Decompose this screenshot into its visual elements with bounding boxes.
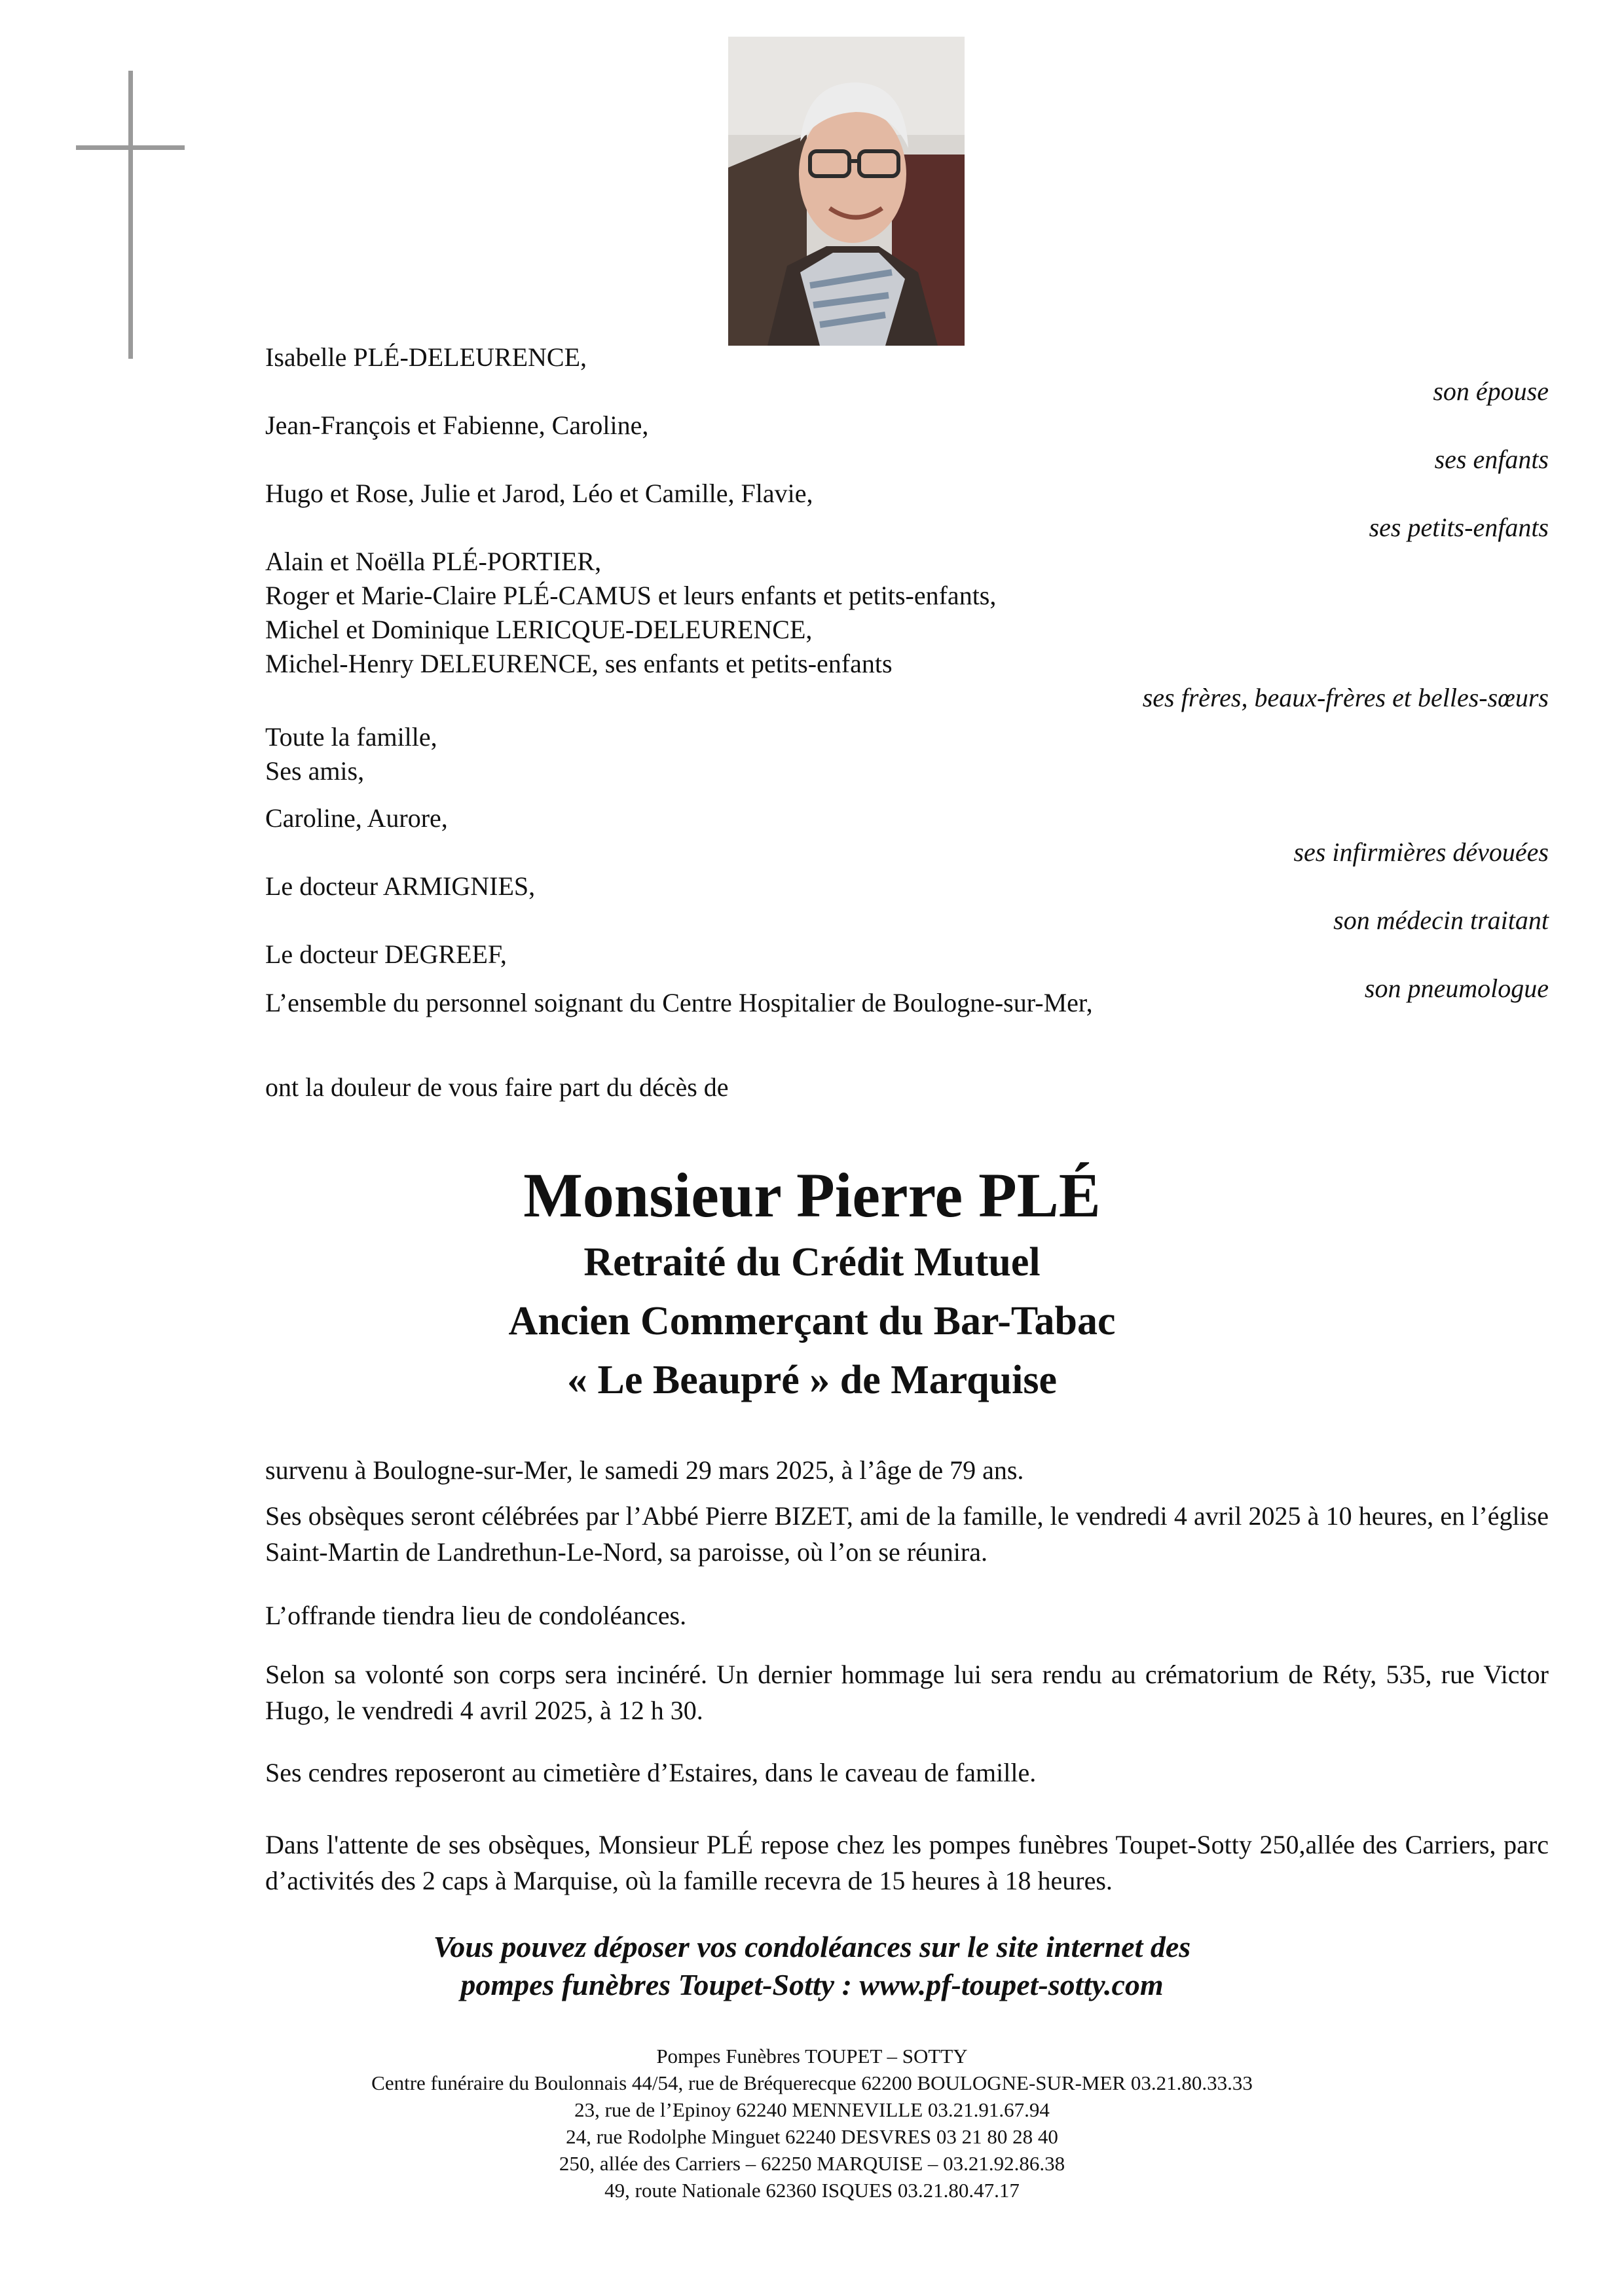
- body-paragraph: Dans l'attente de ses obsèques, Monsieur PLÉ repose chez les pompes funèbres Toupet-Sotty 250,allée des Carriers, parc d’activités des 2 caps à Marquise, où la famille recevra de 15 heures à 18 heures.: [265, 1830, 1549, 1895]
- family-role: ses petits-enfants: [1369, 513, 1549, 542]
- family-names: Michel-Henry DELEURENCE, ses enfants et petits-enfants: [265, 649, 893, 678]
- family-role: ses frères, beaux-frères et belles-sœurs: [1142, 683, 1549, 712]
- family-names: Alain et Noëlla PLÉ-PORTIER,: [265, 547, 602, 576]
- family-names: Roger et Marie-Claire PLÉ-CAMUS et leurs enfants et petits-enfants,: [265, 581, 997, 610]
- portrait-photo: [728, 37, 965, 346]
- family-role: son médecin traitant: [1333, 905, 1549, 935]
- body-paragraph: Ses cendres reposeront au cimetière d’Estaires, dans le caveau de famille.: [265, 1758, 1037, 1787]
- family-names: Caroline, Aurore,: [265, 803, 448, 833]
- family-group-grandchildren: [265, 477, 1549, 545]
- body-paragraph: Selon sa volonté son corps sera incinéré. Un dernier hommage lui sera rendu au crématorium de Réty, 535, rue Victor Hugo, le vendredi 4 avril 2025, à 12 h 30.: [265, 1660, 1549, 1725]
- cross-icon-vertical: [128, 71, 133, 359]
- family-names: Ses amis,: [265, 756, 365, 786]
- condolences-line: Vous pouvez déposer vos condoléances sur le site internet des: [433, 1930, 1191, 1963]
- deceased-name: Monsieur Pierre PLÉ: [523, 1160, 1101, 1230]
- family-names: Toute la famille,: [265, 722, 437, 752]
- footer-line: 250, allée des Carriers – 62250 MARQUISE – 03.21.92.86.38: [559, 2152, 1065, 2175]
- body-paragraph: L’offrande tiendra lieu de condoléances.: [265, 1601, 687, 1630]
- family-names: Le docteur ARMIGNIES,: [265, 871, 536, 901]
- family-group-spouse: [265, 340, 1549, 409]
- family-names: Jean-François et Fabienne, Caroline,: [265, 410, 649, 440]
- condolences-link[interactable]: pompes funèbres Toupet-Sotty : www.pf-toupet-sotty.com: [460, 1968, 1164, 2001]
- family-group-children: [265, 409, 1549, 477]
- family-group-doctor: [265, 869, 1549, 938]
- family-list: [265, 340, 1549, 1020]
- deceased-title-line: Retraité du Crédit Mutuel: [583, 1240, 1041, 1285]
- body-paragraph: Ses obsèques seront célébrées par l’Abbé Pierre BIZET, ami de la famille, le vendredi 4 avril 2025 à 10 heures, en l’église Saint-Martin de Landrethun-Le-Nord, sa paroisse, où l’on se réunira.: [265, 1501, 1549, 1567]
- footer-line: Centre funéraire du Boulonnais 44/54, rue de Bréquerecque 62200 BOULOGNE-SUR-MER 03.21.80.33.33: [371, 2071, 1253, 2094]
- family-group-siblings: [265, 545, 1549, 715]
- family-role: son épouse: [1433, 376, 1549, 406]
- family-names: L’ensemble du personnel soignant du Centre Hospitalier de Boulogne-sur-Mer,: [265, 988, 1093, 1017]
- footer-line: 24, rue Rodolphe Minguet 62240 DESVRES 03 21 80 28 40: [566, 2125, 1058, 2148]
- deceased-title-line: Ancien Commerçant du Bar-Tabac: [508, 1299, 1116, 1343]
- footer-line: Pompes Funèbres TOUPET – SOTTY: [656, 2045, 968, 2068]
- footer-addresses: [0, 2043, 1624, 2204]
- cross-icon-horizontal: [76, 145, 185, 150]
- family-group-hospital: [265, 986, 1549, 1020]
- announcement: ont la douleur de vous faire part du décès de: [265, 1072, 729, 1102]
- footer-line: 49, route Nationale 62360 ISQUES 03.21.80.47.17: [604, 2179, 1020, 2202]
- family-names: Hugo et Rose, Julie et Jarod, Léo et Camille, Flavie,: [265, 479, 813, 508]
- family-names: Isabelle PLÉ-DELEURENCE,: [265, 342, 587, 372]
- family-role: son pneumologue: [1364, 974, 1549, 1003]
- family-role: ses infirmières dévouées: [1293, 837, 1549, 867]
- family-names: Le docteur DEGREEF,: [265, 939, 507, 969]
- family-role: ses enfants: [1434, 445, 1549, 474]
- family-names: Michel et Dominique LERICQUE-DELEURENCE,: [265, 615, 813, 644]
- family-group-friends: [265, 720, 1549, 788]
- deceased-title-line: « Le Beaupré » de Marquise: [567, 1358, 1057, 1402]
- family-group-nurses: [265, 801, 1549, 869]
- footer-line: 23, rue de l’Epinoy 62240 MENNEVILLE 03.21.91.67.94: [574, 2098, 1050, 2121]
- body-paragraph: survenu à Boulogne-sur-Mer, le samedi 29 mars 2025, à l’âge de 79 ans.: [265, 1455, 1024, 1485]
